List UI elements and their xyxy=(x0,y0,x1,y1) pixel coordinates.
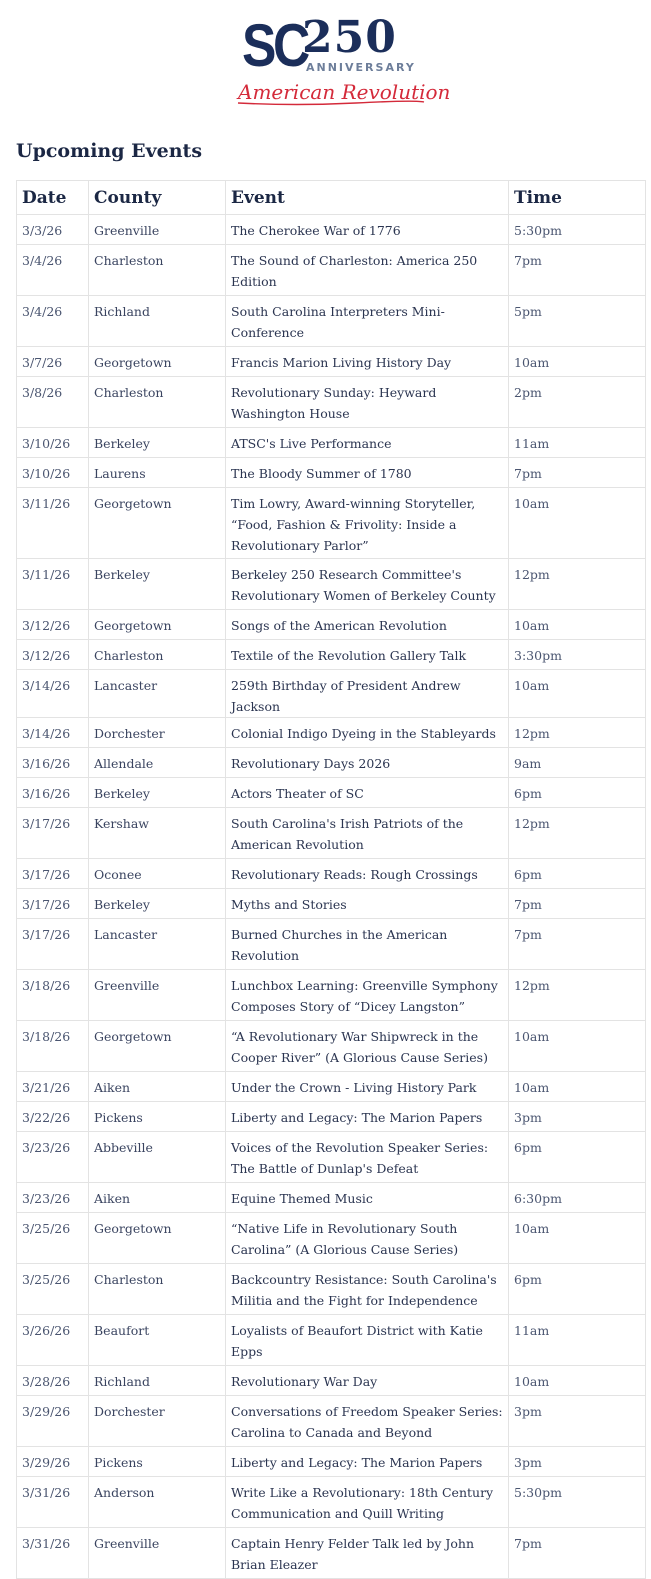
cell-date: 3/25/26 xyxy=(17,1264,89,1315)
cell-event: Liberty and Legacy: The Marion Papers xyxy=(226,1447,509,1477)
table-row xyxy=(17,488,646,559)
cell-time: 5:30pm xyxy=(509,215,646,245)
cell-time: 11am xyxy=(509,428,646,458)
cell-time: 12pm xyxy=(509,970,646,1021)
cell-time: 6pm xyxy=(509,1264,646,1315)
cell-time: 10am xyxy=(509,1072,646,1102)
cell-event: Textile of the Revolution Gallery Talk xyxy=(226,640,509,670)
table-row xyxy=(17,1315,646,1366)
logo-sc-text: SC xyxy=(242,12,307,79)
cell-time: 3:30pm xyxy=(509,640,646,670)
cell-date: 3/17/26 xyxy=(17,808,89,859)
table-row xyxy=(17,808,646,859)
cell-event: Actors Theater of SC xyxy=(226,778,509,808)
cell-date: 3/29/26 xyxy=(17,1447,89,1477)
header-event: Event xyxy=(226,181,509,215)
cell-date: 3/14/26 xyxy=(17,670,89,718)
header-county: County xyxy=(89,181,226,215)
table-row xyxy=(17,347,646,377)
cell-county: Aiken xyxy=(89,1072,226,1102)
cell-time: 10am xyxy=(509,1366,646,1396)
cell-event: Conversations of Freedom Speaker Series: Carolina to Canada and Beyond xyxy=(226,1396,509,1447)
cell-county: Richland xyxy=(89,296,226,347)
table-row xyxy=(17,245,646,296)
cell-date: 3/16/26 xyxy=(17,748,89,778)
cell-event: Myths and Stories xyxy=(226,889,509,919)
cell-event: Revolutionary War Day xyxy=(226,1366,509,1396)
cell-event: ATSC's Live Performance xyxy=(226,428,509,458)
table-row xyxy=(17,1264,646,1315)
cell-time: 10am xyxy=(509,670,646,718)
cell-county: Oconee xyxy=(89,859,226,889)
cell-date: 3/12/26 xyxy=(17,610,89,640)
cell-time: 12pm xyxy=(509,808,646,859)
cell-event: Captain Henry Felder Talk led by John Brian Eleazer xyxy=(226,1528,509,1579)
cell-event: Colonial Indigo Dyeing in the Stableyards xyxy=(226,718,509,748)
cell-event: Loyalists of Beaufort District with Katie Epps xyxy=(226,1315,509,1366)
cell-county: Anderson xyxy=(89,1477,226,1528)
cell-county: Georgetown xyxy=(89,1213,226,1264)
cell-date: 3/16/26 xyxy=(17,778,89,808)
cell-county: Laurens xyxy=(89,458,226,488)
cell-event: Songs of the American Revolution xyxy=(226,610,509,640)
cell-county: Berkeley xyxy=(89,428,226,458)
logo-swash-icon xyxy=(236,100,426,106)
cell-time: 5:30pm xyxy=(509,1477,646,1528)
cell-time: 9am xyxy=(509,748,646,778)
cell-date: 3/11/26 xyxy=(17,488,89,559)
cell-county: Dorchester xyxy=(89,1396,226,1447)
table-row xyxy=(17,428,646,458)
cell-county: Pickens xyxy=(89,1447,226,1477)
cell-date: 3/4/26 xyxy=(17,245,89,296)
cell-time: 10am xyxy=(509,488,646,559)
table-row xyxy=(17,458,646,488)
sc250-logo xyxy=(236,12,451,108)
cell-date: 3/31/26 xyxy=(17,1477,89,1528)
cell-date: 3/4/26 xyxy=(17,296,89,347)
cell-date: 3/11/26 xyxy=(17,559,89,610)
cell-time: 12pm xyxy=(509,559,646,610)
cell-date: 3/25/26 xyxy=(17,1213,89,1264)
cell-time: 10am xyxy=(509,610,646,640)
cell-date: 3/14/26 xyxy=(17,718,89,748)
events-table xyxy=(16,180,646,1579)
cell-event: Revolutionary Days 2026 xyxy=(226,748,509,778)
cell-county: Beaufort xyxy=(89,1315,226,1366)
cell-time: 7pm xyxy=(509,245,646,296)
cell-event: “Native Life in Revolutionary South Carolina” (A Glorious Cause Series) xyxy=(226,1213,509,1264)
cell-county: Greenville xyxy=(89,1528,226,1579)
cell-county: Kershaw xyxy=(89,808,226,859)
cell-event: The Cherokee War of 1776 xyxy=(226,215,509,245)
table-row xyxy=(17,215,646,245)
cell-county: Georgetown xyxy=(89,610,226,640)
cell-time: 2pm xyxy=(509,377,646,428)
cell-date: 3/17/26 xyxy=(17,859,89,889)
cell-event: South Carolina Interpreters Mini-Conference xyxy=(226,296,509,347)
cell-time: 10am xyxy=(509,347,646,377)
cell-time: 3pm xyxy=(509,1396,646,1447)
logo-anniversary-text: ANNIVERSARY xyxy=(306,61,416,74)
cell-time: 7pm xyxy=(509,919,646,970)
table-row xyxy=(17,1132,646,1183)
cell-county: Greenville xyxy=(89,215,226,245)
cell-county: Lancaster xyxy=(89,670,226,718)
header-time: Time xyxy=(509,181,646,215)
cell-county: Georgetown xyxy=(89,1021,226,1072)
table-row xyxy=(17,970,646,1021)
cell-event: Liberty and Legacy: The Marion Papers xyxy=(226,1102,509,1132)
cell-event: Revolutionary Reads: Rough Crossings xyxy=(226,859,509,889)
cell-county: Dorchester xyxy=(89,718,226,748)
cell-event: “A Revolutionary War Shipwreck in the Cooper River” (A Glorious Cause Series) xyxy=(226,1021,509,1072)
cell-county: Lancaster xyxy=(89,919,226,970)
page-title: Upcoming Events xyxy=(16,140,203,162)
table-row xyxy=(17,748,646,778)
cell-county: Greenville xyxy=(89,970,226,1021)
cell-date: 3/17/26 xyxy=(17,919,89,970)
table-row xyxy=(17,670,646,718)
cell-event: Francis Marion Living History Day xyxy=(226,347,509,377)
cell-county: Berkeley xyxy=(89,559,226,610)
cell-county: Abbeville xyxy=(89,1132,226,1183)
cell-event: Voices of the Revolution Speaker Series: The Battle of Dunlap's Defeat xyxy=(226,1132,509,1183)
cell-county: Charleston xyxy=(89,1264,226,1315)
cell-event: Equine Themed Music xyxy=(226,1183,509,1213)
table-row xyxy=(17,1366,646,1396)
cell-county: Pickens xyxy=(89,1102,226,1132)
cell-time: 3pm xyxy=(509,1102,646,1132)
cell-county: Charleston xyxy=(89,640,226,670)
cell-event: Revolutionary Sunday: Heyward Washington House xyxy=(226,377,509,428)
logo-250-text: 250 xyxy=(302,12,397,63)
cell-date: 3/23/26 xyxy=(17,1183,89,1213)
cell-date: 3/21/26 xyxy=(17,1072,89,1102)
cell-date: 3/17/26 xyxy=(17,889,89,919)
cell-county: Richland xyxy=(89,1366,226,1396)
table-row xyxy=(17,1183,646,1213)
table-row xyxy=(17,296,646,347)
table-row xyxy=(17,1477,646,1528)
cell-date: 3/23/26 xyxy=(17,1132,89,1183)
cell-time: 6:30pm xyxy=(509,1183,646,1213)
header-date: Date xyxy=(17,181,89,215)
cell-time: 6pm xyxy=(509,859,646,889)
logo-subtitle-text: American Revolution xyxy=(238,80,451,104)
cell-time: 10am xyxy=(509,1021,646,1072)
cell-county: Aiken xyxy=(89,1183,226,1213)
cell-date: 3/10/26 xyxy=(17,428,89,458)
table-row xyxy=(17,1072,646,1102)
table-row xyxy=(17,1021,646,1072)
cell-date: 3/31/26 xyxy=(17,1528,89,1579)
cell-county: Berkeley xyxy=(89,778,226,808)
cell-date: 3/29/26 xyxy=(17,1396,89,1447)
cell-date: 3/26/26 xyxy=(17,1315,89,1366)
table-row xyxy=(17,859,646,889)
table-row xyxy=(17,1528,646,1579)
table-row xyxy=(17,1447,646,1477)
cell-event: Burned Churches in the American Revolution xyxy=(226,919,509,970)
table-row xyxy=(17,640,646,670)
cell-time: 6pm xyxy=(509,1132,646,1183)
cell-time: 3pm xyxy=(509,1447,646,1477)
table-row xyxy=(17,778,646,808)
cell-event: The Bloody Summer of 1780 xyxy=(226,458,509,488)
table-header-row xyxy=(17,181,646,215)
cell-time: 6pm xyxy=(509,778,646,808)
cell-event: Tim Lowry, Award-winning Storyteller, “Food, Fashion & Frivolity: Inside a Revolutionary Parlor” xyxy=(226,488,509,559)
cell-date: 3/8/26 xyxy=(17,377,89,428)
cell-event: Berkeley 250 Research Committee's Revolutionary Women of Berkeley County xyxy=(226,559,509,610)
cell-county: Charleston xyxy=(89,377,226,428)
cell-date: 3/22/26 xyxy=(17,1102,89,1132)
cell-county: Charleston xyxy=(89,245,226,296)
table-row xyxy=(17,610,646,640)
cell-event: 259th Birthday of President Andrew Jackson xyxy=(226,670,509,718)
table-row xyxy=(17,377,646,428)
cell-county: Georgetown xyxy=(89,347,226,377)
cell-date: 3/3/26 xyxy=(17,215,89,245)
table-row xyxy=(17,889,646,919)
cell-date: 3/10/26 xyxy=(17,458,89,488)
cell-event: The Sound of Charleston: America 250 Edition xyxy=(226,245,509,296)
table-row xyxy=(17,559,646,610)
table-row xyxy=(17,1102,646,1132)
cell-county: Berkeley xyxy=(89,889,226,919)
cell-time: 7pm xyxy=(509,1528,646,1579)
cell-event: Write Like a Revolutionary: 18th Century Communication and Quill Writing xyxy=(226,1477,509,1528)
cell-event: Lunchbox Learning: Greenville Symphony Composes Story of “Dicey Langston” xyxy=(226,970,509,1021)
table-row xyxy=(17,718,646,748)
cell-time: 7pm xyxy=(509,458,646,488)
cell-event: South Carolina's Irish Patriots of the American Revolution xyxy=(226,808,509,859)
cell-time: 12pm xyxy=(509,718,646,748)
cell-date: 3/7/26 xyxy=(17,347,89,377)
cell-time: 5pm xyxy=(509,296,646,347)
cell-time: 7pm xyxy=(509,889,646,919)
table-row xyxy=(17,1213,646,1264)
cell-county: Allendale xyxy=(89,748,226,778)
cell-county: Georgetown xyxy=(89,488,226,559)
cell-event: Under the Crown - Living History Park xyxy=(226,1072,509,1102)
cell-date: 3/18/26 xyxy=(17,1021,89,1072)
cell-event: Backcountry Resistance: South Carolina's Militia and the Fight for Independence xyxy=(226,1264,509,1315)
table-row xyxy=(17,1396,646,1447)
table-row xyxy=(17,919,646,970)
cell-date: 3/12/26 xyxy=(17,640,89,670)
cell-date: 3/18/26 xyxy=(17,970,89,1021)
cell-date: 3/28/26 xyxy=(17,1366,89,1396)
cell-time: 10am xyxy=(509,1213,646,1264)
cell-time: 11am xyxy=(509,1315,646,1366)
